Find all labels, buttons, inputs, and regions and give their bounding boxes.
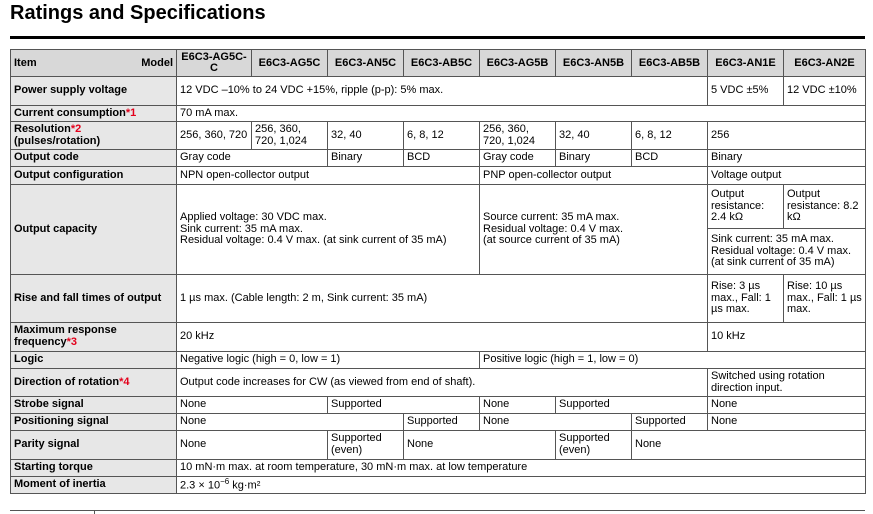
row-label: Starting torque — [11, 460, 177, 477]
cell — [177, 477, 866, 494]
cell: BCD — [632, 150, 708, 167]
model-header-5: E6C3-AG5B — [480, 50, 556, 77]
cell: None — [177, 431, 328, 460]
cell: Supported — [404, 414, 480, 431]
cell: None — [632, 431, 866, 460]
cell: 12 VDC –10% to 24 VDC +15%, ripple (p-p): 5% max. — [177, 77, 708, 106]
cell: None — [708, 397, 866, 414]
table-row — [11, 431, 866, 460]
row-label-text: Resolution — [14, 122, 71, 135]
row-label: Moment of inertia — [11, 477, 177, 494]
cell: 10 mN·m max. at room temperature, 30 mN·m max. at low temperature — [177, 460, 866, 477]
row-label-text: (pulses/rotation) — [14, 134, 101, 147]
cell: 12 VDC ±10% — [784, 77, 866, 106]
model-header-3: E6C3-AN5C — [328, 50, 404, 77]
cell: Switched using rotation direction input. — [708, 369, 866, 397]
cell: 32, 40 — [328, 122, 404, 150]
model-header-1: E6C3-AG5C-C — [177, 50, 252, 77]
footnote-mark: *2 — [70, 122, 82, 135]
cell: 6, 8, 12 — [632, 122, 708, 150]
model-header: Model — [141, 56, 173, 69]
table-row — [11, 77, 866, 106]
row-label: Output configuration — [11, 167, 177, 185]
cell: Negative logic (high = 0, low = 1) — [177, 352, 480, 369]
item-header: Item — [14, 56, 37, 69]
table-row — [11, 352, 866, 369]
row-label: Output code — [11, 150, 177, 167]
row-label: Output capacity — [11, 185, 177, 275]
model-header-8: E6C3-AN1E — [708, 50, 784, 77]
spec-table — [10, 49, 866, 494]
cell: Supported — [328, 397, 480, 414]
table-row — [11, 275, 866, 323]
item-model-header — [11, 50, 177, 77]
table-row — [11, 106, 866, 122]
cell: 5 VDC ±5% — [708, 77, 784, 106]
cell: Positive logic (high = 1, low = 0) — [480, 352, 866, 369]
table-row — [11, 460, 866, 477]
table-row — [11, 167, 866, 185]
model-header-2: E6C3-AG5C — [252, 50, 328, 77]
row-label: Positioning signal — [11, 414, 177, 431]
bottom-divider — [94, 510, 95, 514]
cell: None — [480, 397, 556, 414]
cell: 6, 8, 12 — [404, 122, 480, 150]
cell: Supported — [556, 397, 708, 414]
table-row — [11, 150, 866, 167]
cell: Output resistance: 2.4 kΩ — [708, 185, 784, 229]
inertia-exponent: −6 — [220, 477, 230, 486]
row-label-text: Maximum response frequency — [14, 324, 117, 348]
cell: None — [708, 414, 866, 431]
inertia-unit: kg·m² — [229, 479, 261, 492]
cell: None — [480, 414, 632, 431]
inertia-value: 2.3 × 10 — [180, 479, 221, 492]
model-header-9: E6C3-AN2E — [784, 50, 866, 77]
cell: 20 kHz — [177, 323, 708, 352]
cell: Binary — [328, 150, 404, 167]
table-row — [11, 477, 866, 494]
row-label — [11, 122, 177, 150]
cell: Output resistance: 8.2 kΩ — [784, 185, 866, 229]
cell: Supported (even) — [556, 431, 632, 460]
table-row — [11, 323, 866, 352]
cell-line: (at source current of 35 mA) — [483, 234, 620, 247]
page-title: Ratings and Specifications — [10, 2, 266, 24]
header-row — [11, 50, 866, 77]
row-label-text: Current consumption — [14, 106, 126, 119]
model-header-6: E6C3-AN5B — [556, 50, 632, 77]
cell: 256 — [708, 122, 866, 150]
row-label: Rise and fall times of output — [11, 275, 177, 323]
cell-line: Residual voltage: 0.4 V max. — [483, 222, 624, 235]
row-label: Parity signal — [11, 431, 177, 460]
cell: Binary — [556, 150, 632, 167]
cell: Rise: 3 µs max., Fall: 1 µs max. — [708, 275, 784, 323]
cell: None — [177, 414, 404, 431]
cell: None — [177, 397, 328, 414]
cell — [177, 185, 480, 275]
row-label: Power supply voltage — [11, 77, 177, 106]
row-label — [11, 106, 177, 122]
row-label: Logic — [11, 352, 177, 369]
cell: 256, 360, 720, 1,024 — [480, 122, 556, 150]
footnote-mark: *1 — [125, 106, 137, 119]
cell: PNP open-collector output — [480, 167, 708, 185]
cell-line: Residual voltage: 0.4 V max. (at sink current of 35 mA) — [180, 234, 447, 247]
table-row — [11, 397, 866, 414]
table-row — [11, 185, 866, 229]
row-label — [11, 369, 177, 397]
cell: 256, 360, 720, 1,024 — [252, 122, 328, 150]
cell: Gray code — [480, 150, 556, 167]
cell: Supported — [632, 414, 708, 431]
table-row — [11, 122, 866, 150]
cell-line: Sink current: 35 mA max. — [180, 222, 303, 235]
cell-line: Source current: 35 mA max. — [483, 211, 620, 224]
cell: 32, 40 — [556, 122, 632, 150]
cell: 256, 360, 720 — [177, 122, 252, 150]
cell: Output code increases for CW (as viewed from end of shaft). — [177, 369, 708, 397]
model-header-4: E6C3-AB5C — [404, 50, 480, 77]
cell: Rise: 10 µs max., Fall: 1 µs max. — [784, 275, 866, 323]
table-row — [11, 414, 866, 431]
row-label-text: Direction of rotation — [14, 375, 120, 388]
row-label: Strobe signal — [11, 397, 177, 414]
cell: NPN open-collector output — [177, 167, 480, 185]
footnote-mark: *4 — [119, 375, 130, 388]
cell: Supported (even) — [328, 431, 404, 460]
cell — [480, 185, 708, 275]
cell: 70 mA max. — [177, 106, 866, 122]
cell: 10 kHz — [708, 323, 866, 352]
cell: Voltage output — [708, 167, 866, 185]
cell: BCD — [404, 150, 480, 167]
cell: Gray code — [177, 150, 328, 167]
footnote-mark: *3 — [66, 336, 77, 348]
bottom-border — [10, 510, 865, 511]
cell: Sink current: 35 mA max. Residual voltage: 0.4 V max. (at sink current of 35 mA) — [708, 229, 866, 275]
cell: Binary — [708, 150, 866, 167]
table-row — [11, 369, 866, 397]
row-label — [11, 323, 177, 352]
title-rule — [10, 36, 865, 39]
cell: 1 µs max. (Cable length: 2 m, Sink current: 35 mA) — [177, 275, 708, 323]
cell-line: Applied voltage: 30 VDC max. — [180, 211, 327, 224]
model-header-7: E6C3-AB5B — [632, 50, 708, 77]
cell: None — [404, 431, 556, 460]
